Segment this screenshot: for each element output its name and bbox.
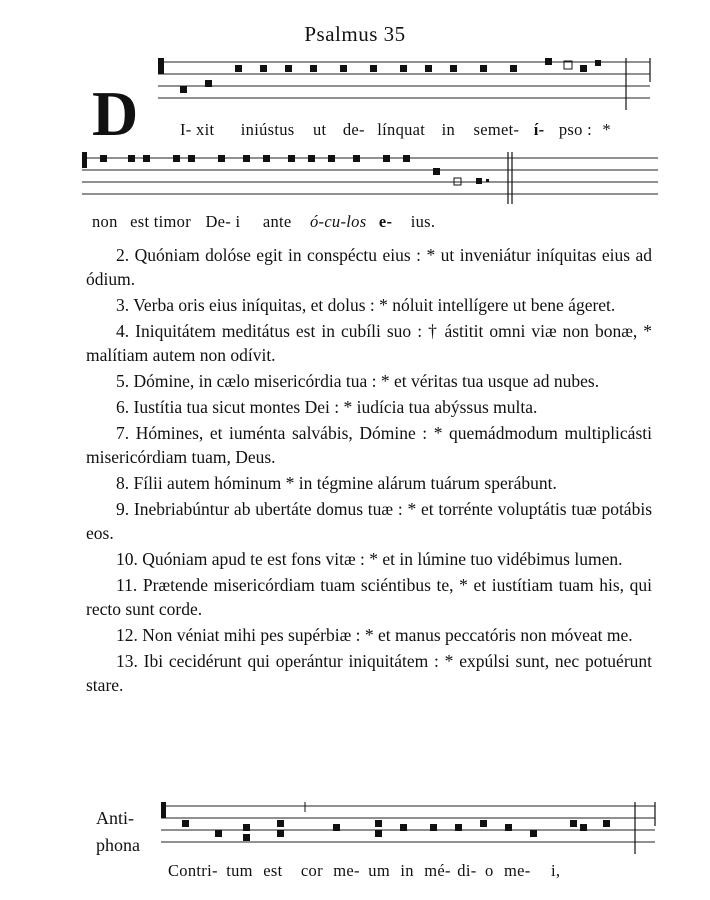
verse-7: 7. Hómines, et iuménta salvábis, Dómine : * quemádmodum multiplicásti misericórdiam tuam, Deus.	[86, 423, 652, 467]
antiphon-staff	[155, 796, 665, 858]
verse-3: 3. Verba oris eius iníquitas, et dolus : * nóluit intellígere ut bene ágeret.	[116, 295, 616, 315]
verse-13: 13. Ibi cecidérunt qui operántur iniquitátem : * expúlsi sunt, nec potuérunt stare.	[86, 651, 653, 695]
verse-8: 8. Fílii autem hóminum * in tégmine alárum tuárum sperábunt.	[116, 473, 557, 493]
verse-6: 6. Iustítia tua sicut montes Dei : * iudícia tua abýssus multa.	[116, 397, 538, 417]
staff1-lyric: I- xit iniústus ut de- línquat in semet- í- pso : *	[180, 120, 611, 139]
psalm-title: Psalmus 35	[304, 22, 406, 46]
chant-staff-2	[78, 148, 668, 208]
verse-10: 10. Quóniam apud te est fons vitæ : * et in lúmine tuo vidébimus lumen.	[116, 549, 623, 569]
antiphon-lyric: Contri- tum est cor me- um in mé- di- o me- i,	[168, 861, 561, 880]
chant-staff-1	[150, 52, 660, 114]
verse-12: 12. Non véniat mihi pes supérbiæ : * et manus peccatóris non móveat me.	[116, 625, 633, 645]
antiphon-label: Anti- phona	[96, 808, 140, 855]
verse-4: 4. Iniquitátem meditátus est in cubíli suo : † ástitit omni viæ non bonæ, * malítiam autem non odívit.	[86, 321, 653, 365]
verse-5: 5. Dómine, in cælo misericórdia tua : * et véritas tua usque ad nubes.	[116, 371, 600, 391]
drop-cap-initial: D	[92, 78, 139, 149]
verse-9: 9. Inebriabúntur ab ubertáte domus tuæ : * et torrénte voluptátis tuæ potábis eos.	[86, 499, 653, 543]
psalm-verses	[86, 243, 652, 699]
verse-2: 2. Quóniam dolóse egit in conspéctu eius : * ut inveniátur iníquitas eius ad ódium.	[86, 245, 652, 289]
staff2-lyric: non est timor De- i ante ó-cu-los e- ius.	[92, 212, 436, 231]
verse-11: 11. Prætende misericórdiam tuam sciéntibus te, * et iustítiam tuam his, qui recto sunt corde.	[86, 575, 652, 619]
